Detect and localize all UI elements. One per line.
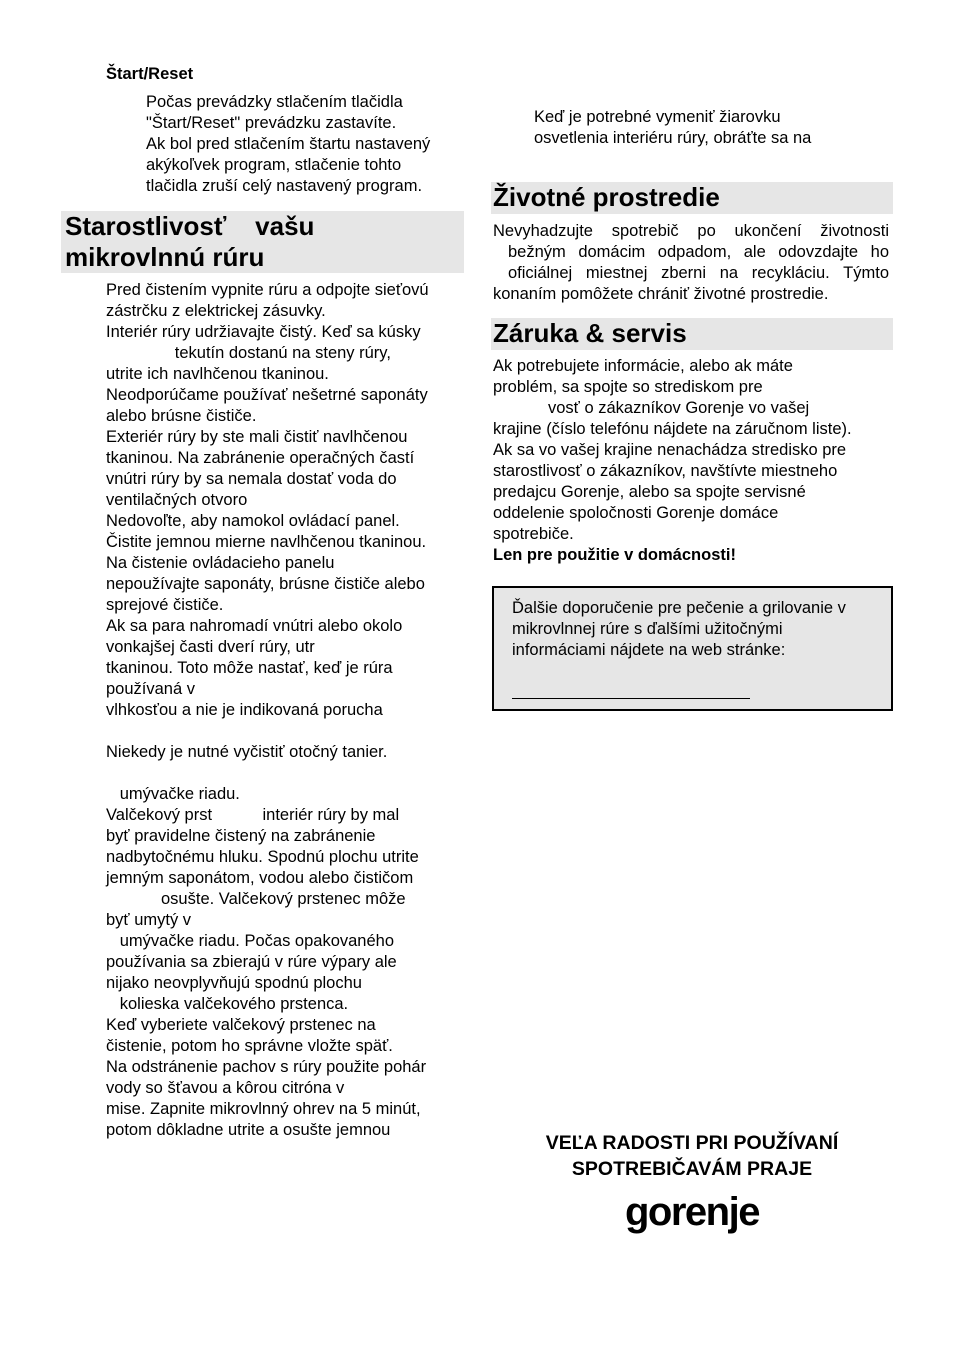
care-line: Na odstránenie pachov s rúry použite pohár	[106, 1058, 427, 1076]
environment-heading-bar	[491, 182, 893, 214]
care-line: vnútri rúry by sa nemala dostať voda do	[106, 470, 397, 488]
web-address-underline	[512, 698, 750, 699]
warranty-line: spotrebiče.	[493, 525, 574, 543]
environment-line: Nevyhadzujte spotrebič po ukončení životnosti	[493, 222, 889, 240]
care-line: zástrčku z elektrickej zásuvky.	[106, 302, 326, 320]
household-use-note: Len pre použitie v domácnosti!	[493, 546, 736, 564]
care-line: Niekedy je nutné vyčistiť otočný tanier.	[106, 743, 388, 761]
environment-line: konaním pomôžete chrániť životné prostredie.	[493, 285, 829, 303]
care-heading-line2: mikrovlnnú rúru	[65, 242, 265, 272]
care-line: používania sa zbierajú v rúre výpary ale	[106, 953, 397, 971]
bulb-text	[534, 107, 811, 149]
care-heading-bar	[61, 211, 464, 273]
start-reset-title: Štart/Reset	[106, 65, 194, 83]
warranty-line: Ak sa vo vašej krajine nenachádza stredisko pre	[493, 441, 847, 459]
warranty-line: predajcu Gorenje, alebo sa spojte servisné	[493, 483, 806, 501]
care-line: umývačke riadu. Počas opakovaného	[106, 932, 395, 950]
environment-heading: Životné prostredie	[493, 182, 720, 212]
care-line: Valčekový prst interiér rúry by mal	[106, 806, 400, 824]
care-line: nadbytočnému hluku. Spodnú plochu utrite	[106, 848, 419, 866]
care-line: byť umytý v	[106, 911, 192, 929]
care-line: ventilačných otvoro	[106, 491, 248, 509]
care-line: alebo brúsne čističe.	[106, 407, 257, 425]
web-info-box	[492, 586, 893, 711]
start-reset-line: "Štart/Reset" prevádzku zastavíte.	[146, 114, 397, 132]
care-line: vlhkosťou a nie je indikovaná porucha	[106, 701, 383, 719]
environment-line: oficiálnej miestnej zberni na recykláciu. Týmto	[508, 264, 889, 282]
care-line: Pred čistením vypnite rúru a odpojte sieťovú	[106, 281, 429, 299]
web-info-line: informáciami nájdete na web stránke:	[512, 641, 786, 659]
care-line: Čistite jemnou mierne navlhčenou tkaninou.	[106, 533, 427, 551]
care-line: Nedovoľte, aby namokol ovládací panel.	[106, 512, 400, 530]
care-line	[106, 721, 429, 742]
care-line: tekutín dostanú na steny rúry,	[106, 344, 391, 362]
care-line: Ak sa para nahromadí vnútri alebo okolo	[106, 617, 403, 635]
care-line: nijako neovplyvňujú spodnú plochu	[106, 974, 362, 992]
care-heading-line1: Starostlivosť vašu	[65, 211, 315, 241]
care-line: Interiér rúry udržiavajte čistý. Keď sa kúsky	[106, 323, 421, 341]
care-line: kolieska valčekového prstenca.	[106, 995, 349, 1013]
closing-line2: SPOTREBIČAVÁM PRAJE	[571, 1158, 813, 1180]
environment-text	[493, 221, 889, 305]
environment-line: bežným domácim odpadom, ale odovzdajte ho	[508, 243, 889, 261]
start-reset-line: Ak bol pred stlačením štartu nastavený	[146, 135, 431, 153]
warranty-heading: Záruka & servis	[493, 318, 687, 348]
care-line: Keď vyberiete valčekový prstenec na	[106, 1016, 376, 1034]
care-line: čistenie, potom ho správne vložte späť.	[106, 1037, 393, 1055]
bulb-line: Keď je potrebné vymeniť žiarovku	[534, 108, 781, 126]
start-reset-line: tlačidla zruší celý nastavený program.	[146, 177, 423, 195]
care-line: umývačke riadu.	[106, 785, 240, 803]
warranty-line: Ak potrebujete informácie, alebo ak máte	[493, 357, 793, 375]
care-line: mise. Zapnite mikrovlnný ohrev na 5 minút,	[106, 1100, 421, 1118]
care-line: vody so šťavou a kôrou citróna v	[106, 1079, 345, 1097]
care-line: tkaninou. Toto môže nastať, keď je rúra	[106, 659, 393, 677]
bulb-line: osvetlenia interiéru rúry, obráťte sa na	[534, 129, 812, 147]
care-line: Na čistenie ovládacieho panelu	[106, 554, 335, 572]
care-line: nepoužívajte saponáty, brúsne čističe alebo	[106, 575, 425, 593]
care-line: potom dôkladne utrite a osušte jemnou	[106, 1121, 391, 1139]
care-line: Exteriér rúry by ste mali čistiť navlhčenou	[106, 428, 408, 446]
warranty-line: vosť o zákazníkov Gorenje vo vašej	[493, 399, 810, 417]
care-line	[106, 763, 429, 784]
gorenje-logo: gorenje	[625, 1190, 759, 1234]
warranty-text	[493, 356, 852, 545]
care-line: byť pravidelne čistený na zabránenie	[106, 827, 376, 845]
web-info-line: mikrovlnnej rúre s ďalšími užitočnými	[512, 620, 783, 638]
care-line: utrite ich navlhčenou tkaninou.	[106, 365, 329, 383]
start-reset-text	[146, 92, 430, 197]
warranty-heading-bar	[491, 318, 893, 350]
care-line: osušte. Valčekový prstenec môže	[106, 890, 406, 908]
start-reset-line: akýkoľvek program, stlačenie tohto	[146, 156, 402, 174]
web-info-text	[512, 598, 846, 661]
closing-message	[491, 1130, 893, 1182]
care-line: Neodporúčame používať nešetrné saponáty	[106, 386, 428, 404]
care-text	[106, 280, 429, 1141]
warranty-line: krajine (číslo telefónu nájdete na záručnom liste).	[493, 420, 852, 438]
care-line: vonkajšej časti dverí rúry, utr	[106, 638, 315, 656]
warranty-line: starostlivosť o zákazníkov, navštívte miestneho	[493, 462, 838, 480]
warranty-line: problém, sa spojte so strediskom pre	[493, 378, 763, 396]
care-line: používaná v	[106, 680, 195, 698]
warranty-line: oddelenie spoločnosti Gorenje domáce	[493, 504, 779, 522]
start-reset-line: Počas prevádzky stlačením tlačidla	[146, 93, 403, 111]
closing-line1: VEĽA RADOSTI PRI POUŽÍVANÍ	[545, 1132, 839, 1154]
web-info-line: Ďalšie doporučenie pre pečenie a grilovanie v	[512, 599, 846, 617]
care-line: jemným saponátom, vodou alebo čističom	[106, 869, 414, 887]
care-line: tkaninou. Na zabránenie operačných častí	[106, 449, 415, 467]
care-line: sprejové čističe.	[106, 596, 224, 614]
